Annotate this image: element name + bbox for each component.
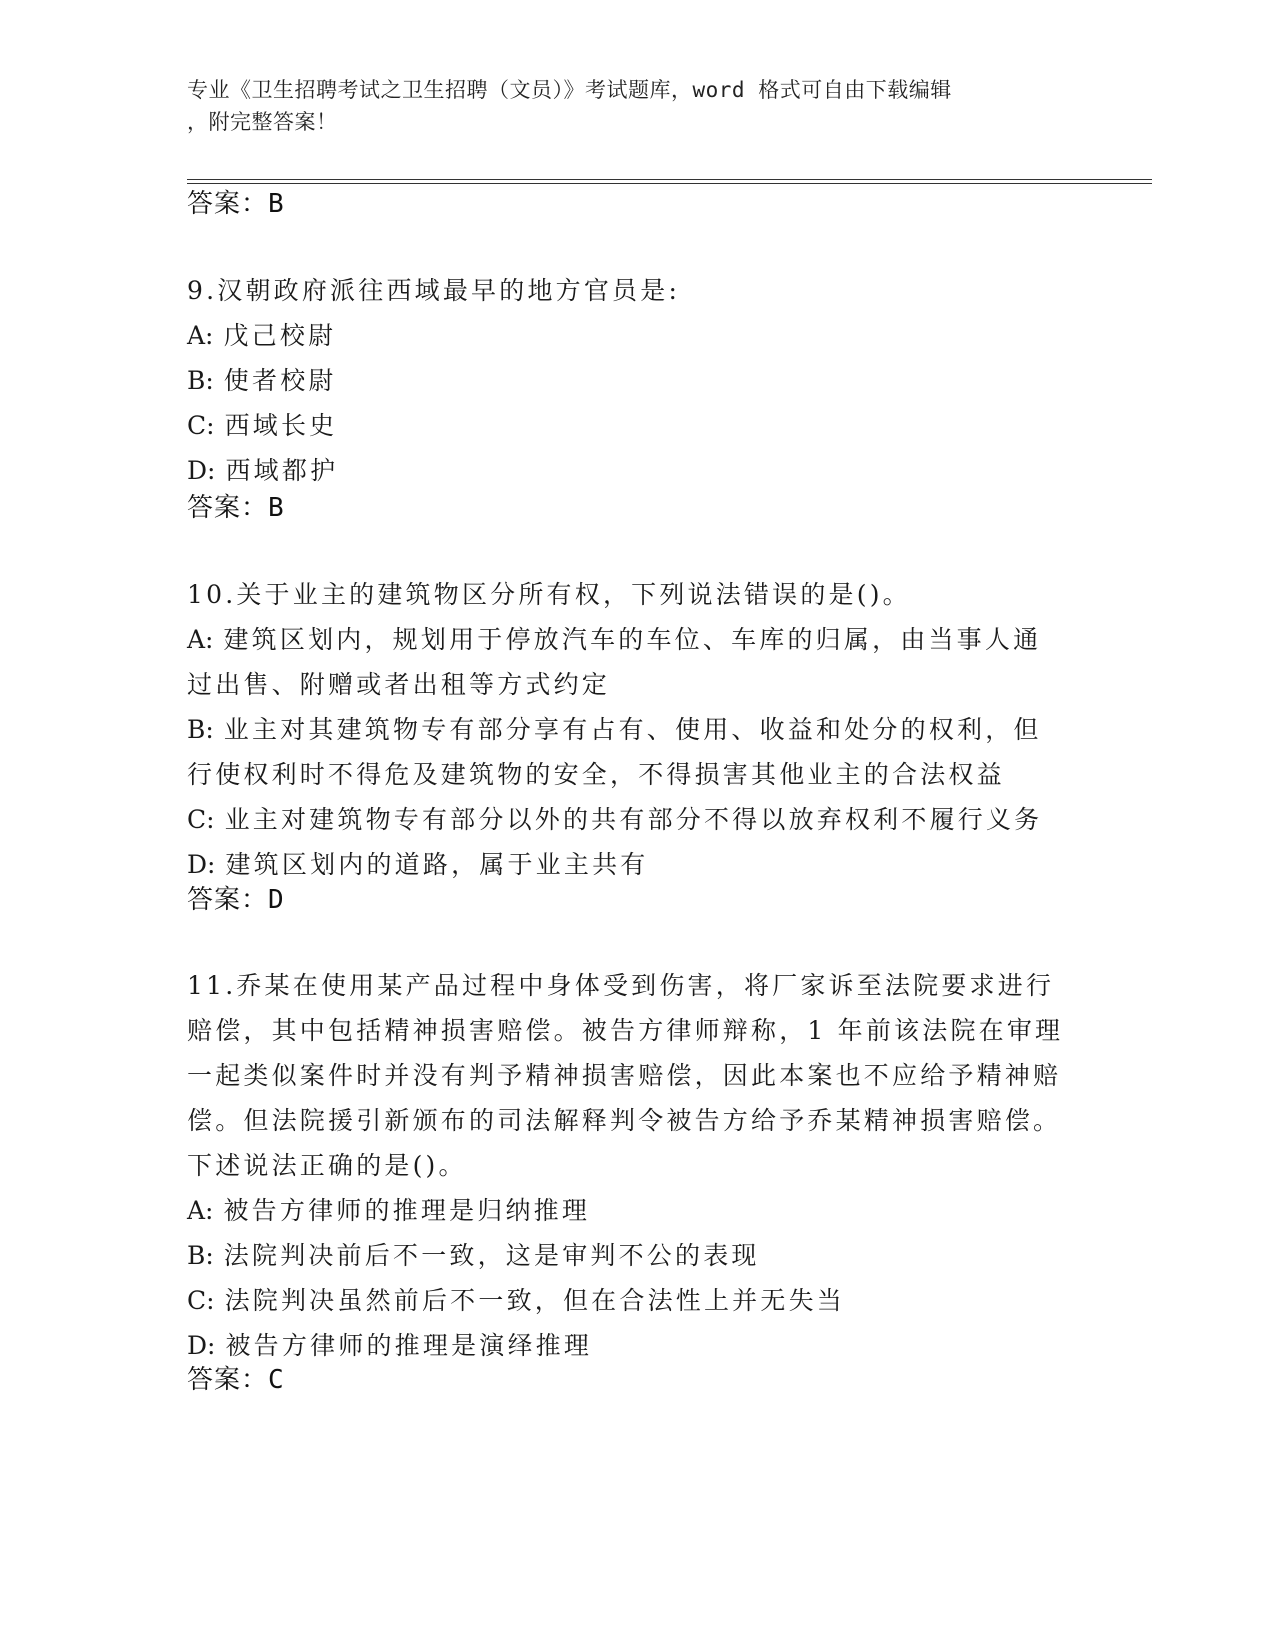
option-text: 建筑区划内，规划用于停放汽车的车位、车库的归属，由当事人通过出售、附赠或者出租等方式约定: [187, 625, 1042, 699]
option-c: [187, 403, 1067, 448]
header-line-2: ，附完整答案！: [187, 110, 338, 134]
option-a: [187, 1188, 1067, 1233]
option-text: 建筑区划内的道路，属于业主共有: [225, 850, 649, 879]
answer-line: [187, 491, 284, 525]
option-b: [187, 358, 1067, 403]
question-item: [187, 268, 1067, 493]
option-text: 业主对其建筑物专有部分享有占有、使用、收益和处分的权利，但行使权利时不得危及建筑物的安全，不得损害其他业主的合法权益: [187, 715, 1042, 789]
option-key: B:: [187, 1241, 214, 1270]
option-text: 戊己校尉: [223, 321, 337, 350]
option-key: A:: [187, 1196, 214, 1225]
option-d: [187, 842, 1067, 887]
option-key: C:: [187, 411, 215, 440]
answer-label: 答案：: [187, 1365, 269, 1395]
option-key: C:: [187, 805, 215, 834]
option-key: B:: [187, 715, 214, 744]
question-item: [187, 963, 1067, 1368]
header-rule-top: [187, 179, 1152, 180]
option-key: A:: [187, 321, 214, 350]
answer-line: [187, 883, 284, 917]
answer-value: D: [268, 885, 284, 915]
page-header: [187, 74, 1067, 138]
option-text: 被告方律师的推理是演绎推理: [225, 1331, 593, 1360]
option-text: 法院判决前后不一致，这是审判不公的表现: [223, 1241, 760, 1270]
option-a: [187, 313, 1067, 358]
header-rule-bottom: [187, 183, 1152, 184]
answer-line: [187, 187, 284, 221]
option-b: [187, 707, 1067, 797]
option-a: [187, 617, 1067, 707]
option-text: 使者校尉: [223, 366, 337, 395]
option-key: D:: [187, 850, 216, 879]
option-text: 业主对建筑物专有部分以外的共有部分不得以放弃权利不履行义务: [224, 805, 1043, 834]
answer-value: C: [268, 1365, 284, 1395]
header-line-1: 专业《卫生招聘考试之卫生招聘（文员）》考试题库，word 格式可自由下载编辑: [187, 78, 952, 102]
option-text: 西域都护: [225, 456, 339, 485]
option-text: 被告方律师的推理是归纳推理: [223, 1196, 591, 1225]
question-stem: 11.乔某在使用某产品过程中身体受到伤害，将厂家诉至法院要求进行赔偿，其中包括精神损害赔偿。被告方律师辩称，1 年前该法院在审理一起类似案件时并没有判予精神损害赔偿，因此本案也不应给予精神赔偿。但法院援引新颁布的司法解释判令被告方给予乔某精神损害赔偿。下述说法正确的是()。: [187, 971, 1064, 1180]
answer-line: [187, 1363, 284, 1397]
question-item: [187, 572, 1067, 887]
option-key: C:: [187, 1286, 215, 1315]
option-text: 法院判决虽然前后不一致，但在合法性上并无失当: [224, 1286, 845, 1315]
answer-value: B: [268, 493, 284, 523]
question-stem: 10.关于业主的建筑物区分所有权，下列说法错误的是()。: [187, 580, 911, 609]
answer-value: B: [268, 189, 284, 219]
option-key: A:: [187, 625, 214, 654]
option-key: D:: [187, 456, 216, 485]
option-d: [187, 448, 1067, 493]
answer-label: 答案：: [187, 189, 269, 219]
question-stem: 9.汉朝政府派往西域最早的地方官员是:: [187, 276, 681, 305]
answer-label: 答案：: [187, 885, 269, 915]
option-c: [187, 1278, 1067, 1323]
option-c: [187, 797, 1067, 842]
option-key: D:: [187, 1331, 216, 1360]
option-d: [187, 1323, 1067, 1368]
option-b: [187, 1233, 1067, 1278]
answer-label: 答案：: [187, 493, 269, 523]
option-text: 西域长史: [224, 411, 338, 440]
option-key: B:: [187, 366, 214, 395]
